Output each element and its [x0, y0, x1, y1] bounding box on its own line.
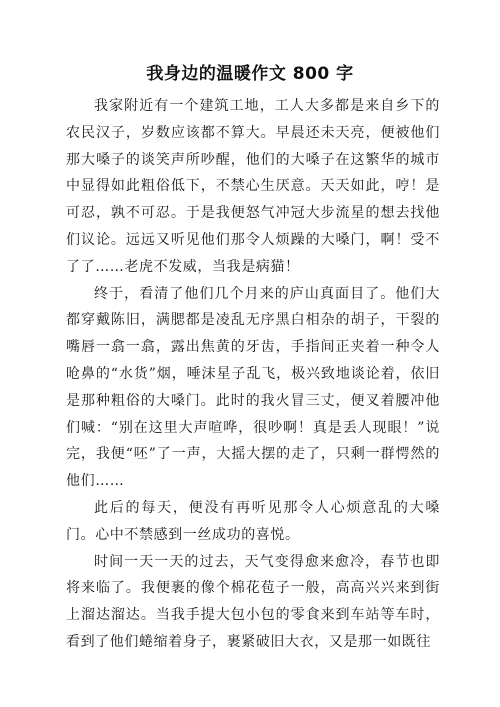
document-body	[66, 93, 440, 656]
paragraph-3: 此后的每天，便没有再听见那令人心烦意乱的大嗓门。心中不禁感到一丝成功的喜悦。	[66, 499, 440, 543]
document-title: 我身边的温暖作文 800 字	[146, 64, 354, 84]
paragraph-2: 终于，看清了他们几个月来的庐山真面目了。他们大都穿戴陈旧，满腮都是凌乱无序黑白相杂的胡子，干裂的嘴唇一翕一翕，露出焦黄的牙齿，手指间正夹着一种令人呛鼻的“水货”烟，唾沫星子乱飞，极兴致地谈论着，依旧是那种粗俗的大嗓门。此时的我火冒三丈，便叉着腰冲他们喊：“别在这里大声喧哗，很吵啊！真是丢人现眼！”说完，我便“呸”了一声，大摇大摆的走了，只剩一群愕然的他们……	[66, 285, 440, 490]
paragraph-4: 时间一天一天的过去，天气变得愈来愈冷，春节也即将来临了。我便裹的像个棉花苞子一般，高高兴兴来到街上溜达溜达。当我手提大包小包的零食来到车站等车时，看到了他们蜷缩着身子，裹紧破旧大衣，又是那一如既往	[66, 553, 440, 650]
paragraph-1: 我家附近有一个建筑工地，工人大多都是来自乡下的农民汉子，岁数应该都不算大。早晨还未天亮，便被他们那大嗓子的谈笑声所吵醒，他们的大嗓子在这繁华的城市中显得如此粗俗低下，不禁心生厌意。天天如此，哼！是可忍，孰不可忍。于是我便怒气冲冠大步流星的想去找他们议论。远远又听见他们那令人烦躁的大嗓门，啊！受不了了……老虎不发威，当我是病猫！	[66, 98, 440, 275]
